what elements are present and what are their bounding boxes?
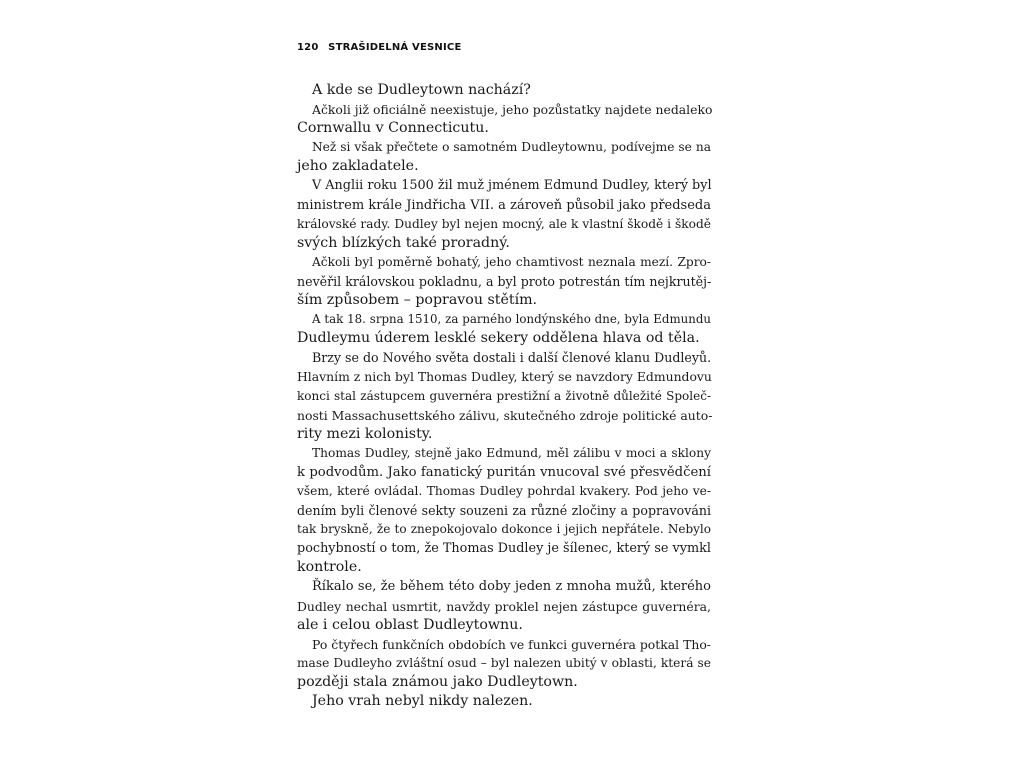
text-line: V Anglii roku 1500 žil muž jménem Edmund Dudley, který byl: [312, 178, 712, 194]
text-line: Brzy se do Nového světa dostali i další členové klanu Dudleyů.: [312, 350, 712, 366]
chapter-title: STRAŠIDELNÁ VESNICE: [328, 42, 462, 53]
text-line: rity mezi kolonisty.: [297, 425, 433, 442]
text-line: k podvodům. Jako fanatický puritán vnucoval své přesvědčení: [297, 464, 711, 480]
paragraph: [297, 253, 711, 310]
text-line: Ačkoli byl poměrně bohatý, jeho chamtivost neznala mezí. Zpro-: [312, 254, 711, 269]
paragraph: [297, 81, 711, 100]
text-line: nosti Massachusettského zálivu, skutečného zdroje politické auto-: [297, 407, 713, 423]
paragraph: [297, 176, 711, 252]
text-line: jeho zakladatele.: [297, 158, 419, 175]
text-line: nevěřil královskou pokladnu, a byl proto potrestán tím nejkrutěj-: [297, 273, 712, 289]
text-line: všem, které ovládal. Thomas Dudley pohrdal kvakery. Pod jeho ve-: [297, 483, 711, 498]
paragraph: [297, 577, 711, 634]
text-line: ším způsobem – popravou stětím.: [297, 292, 538, 309]
paragraph: [297, 348, 711, 443]
text-line: královské rady. Dudley byl nejen mocný, ale k vlastní škodě i škodě: [297, 216, 711, 231]
text-line: později stala známou jako Dudleytown.: [297, 673, 578, 690]
text-line: A kde se Dudleytown nachází?: [312, 82, 531, 98]
running-head: [297, 42, 461, 53]
text-line: kontrole.: [297, 559, 362, 576]
body-text: [297, 81, 711, 711]
page-number: 120: [297, 42, 319, 53]
text-line: ale i celou oblast Dudleytownu.: [297, 616, 523, 633]
text-line: Thomas Dudley, stejně jako Edmund, měl zálibu v moci a sklony: [312, 445, 711, 460]
paragraph: [297, 692, 711, 711]
text-line: ministrem krále Jindřicha VII. a zároveň působil jako předseda: [297, 197, 711, 213]
text-line: konci stal zástupcem guvernéra prestižní a životně důležité Společ-: [297, 388, 711, 403]
text-line: Dudleymu úderem lesklé sekery oddělena hlava od těla.: [297, 330, 700, 347]
text-line: Jeho vrah nebyl nikdy nalezen.: [312, 693, 533, 709]
paragraph: [297, 100, 711, 138]
text-line: A tak 18. srpna 1510, za parného londýnského dne, byla Edmundu: [312, 312, 711, 327]
paragraph: [297, 138, 711, 176]
text-line: Dudley nechal usmrtit, navždy proklel nejen zástupce guvernéra,: [297, 598, 711, 614]
paragraph: [297, 635, 711, 692]
text-line: dením byli členové sekty souzeni za různé zločiny a popravováni: [297, 503, 711, 519]
text-line: Cornwallu v Connecticutu.: [297, 120, 489, 137]
text-line: tak bryskně, že to znepokojovalo dokonce i jejich nepřátele. Nebylo: [297, 522, 711, 537]
text-line: Než si však přečtete o samotném Dudleytownu, podívejme se na: [312, 140, 711, 155]
text-line: Po čtyřech funkčních obdobích ve funkci guvernéra potkal Tho-: [312, 636, 711, 652]
text-line: Říkalo se, že během této doby jeden z mnoha mužů, kterého: [312, 579, 711, 595]
text-line: Ačkoli již oficiálně neexistuje, jeho pozůstatky najdete nedaleko: [312, 102, 713, 118]
text-line: svých blízkých také proradný.: [297, 234, 510, 251]
paragraph: [297, 444, 711, 578]
text-line: mase Dudleyho zvláštní osud – byl nalezen ubitý v oblasti, která se: [297, 655, 711, 670]
text-line: pochybností o tom, že Thomas Dudley je šílenec, který se vymkl: [297, 541, 711, 557]
text-line: Hlavním z nich byl Thomas Dudley, který se navzdory Edmundovu: [297, 369, 712, 385]
paragraph: [297, 310, 711, 348]
